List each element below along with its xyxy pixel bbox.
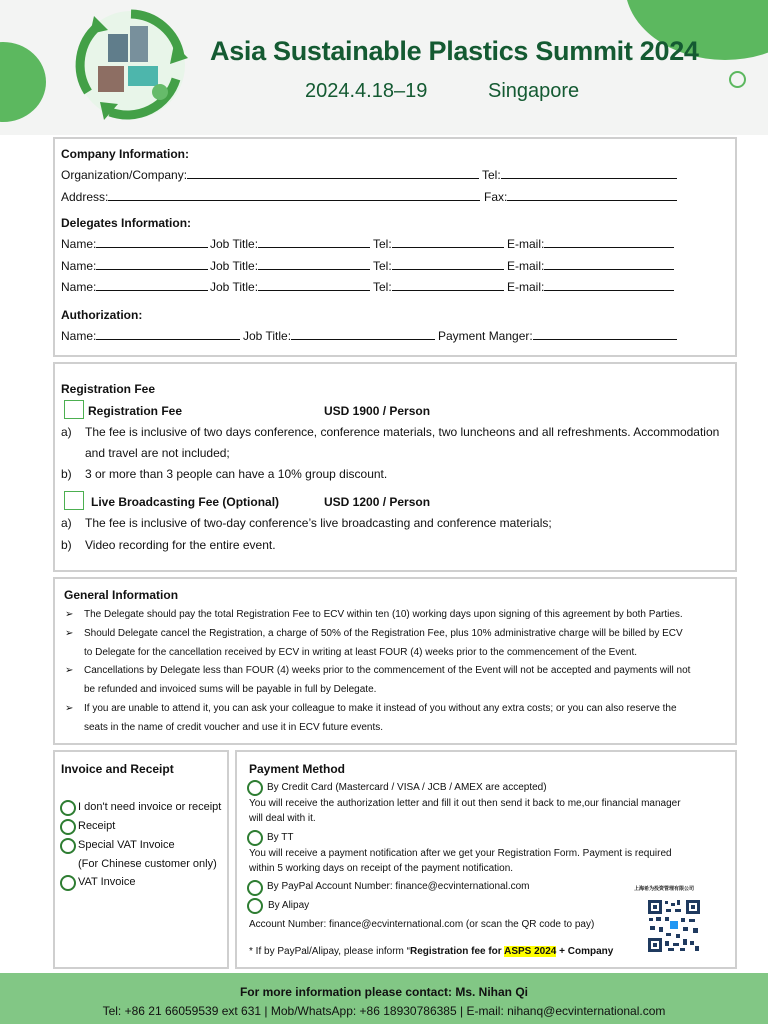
payment-note-bold: + Company [556, 946, 614, 957]
registration-fee-note-a: The fee is inclusive of two days conference, conference materials, two luncheons and all refreshments. Accommodation [85, 425, 720, 439]
receipt-radio[interactable] [60, 819, 76, 835]
payment-note-bold: Registration fee for [410, 946, 505, 957]
payment-note-text: * If by PayPal/Alipay, please inform “ [249, 946, 410, 957]
invoice-none-label: I don't need invoice or receipt [78, 801, 222, 813]
address-label: Address: [61, 190, 109, 204]
event-city: Singapore [488, 80, 580, 102]
fax-label: Fax: [484, 190, 508, 204]
auth-job-field[interactable] [243, 329, 435, 343]
invoice-none-radio[interactable] [60, 800, 76, 816]
paypal-radio[interactable] [247, 880, 263, 896]
alipay-account: Account Number: finance@ecvinternational.com (or scan the QR code to pay) [249, 919, 595, 930]
delegate-tel-field[interactable] [373, 237, 504, 251]
registration-fee-price: USD 1900 / Person [324, 404, 431, 418]
registration-fee-note-b: 3 or more than 3 people can have a 10% group discount. [85, 467, 388, 481]
general-line: If you are unable to attend it, you can ask your colleague to make it instead of you without any extra costs; or you can also reserve the [84, 703, 677, 714]
receipt-label: Receipt [78, 820, 116, 832]
event-date: 2024.4.18–19 [305, 80, 428, 102]
qr-caption: 上海希为投资管理有限公司 [634, 886, 695, 892]
general-line: to Delegate for the cancellation received by ECV in writing at least FOUR (4) weeks prior to the commencement of the Event. [84, 647, 638, 658]
auth-payment-field[interactable] [438, 329, 677, 343]
footer-contact: For more information please contact: Ms. Nihan Qi [239, 985, 529, 999]
job-label: Job Title: [210, 280, 259, 294]
org-label: Organization/Company: [61, 168, 188, 182]
delegate-name-field[interactable] [61, 237, 208, 251]
tt-radio[interactable] [247, 830, 263, 846]
recycling-logo-icon [70, 4, 192, 126]
registration-fee-checkbox[interactable] [64, 400, 84, 419]
tel-field[interactable] [482, 168, 677, 182]
special-vat-label: Special VAT Invoice [78, 839, 175, 851]
delegates-heading: Delegates Information: [61, 216, 192, 230]
delegate-job-field[interactable] [210, 280, 370, 294]
live-broadcast-note-b: Video recording for the entire event. [85, 538, 276, 552]
footer-details: Tel: +86 21 66059539 ext 631 | Mob/WhatsApp: +86 18930786385 | E-mail: nihanq@ecvinternational.com [102, 1004, 666, 1018]
credit-card-radio[interactable] [247, 780, 263, 796]
fax-field[interactable] [484, 190, 677, 204]
list-marker: b) [61, 467, 72, 481]
live-broadcast-checkbox[interactable] [64, 491, 84, 510]
list-marker: a) [61, 425, 72, 439]
fee-heading: Registration Fee [61, 382, 156, 396]
tt-desc-cont: within 5 working days on receipt of the payment notification. [249, 863, 514, 874]
alipay-label: By Alipay [268, 900, 310, 911]
authorization-heading: Authorization: [61, 308, 143, 322]
email-label: E-mail: [507, 259, 545, 273]
delegate-email-field[interactable] [507, 237, 674, 251]
name-label: Name: [61, 329, 97, 343]
live-broadcast-label: Live Broadcasting Fee (Optional) [91, 495, 280, 509]
payment-heading: Payment Method [249, 762, 346, 776]
job-label: Job Title: [210, 259, 259, 273]
list-marker: b) [61, 538, 72, 552]
general-line: seats in the name of credit voucher and use it in ECV future events. [84, 722, 384, 733]
general-heading: General Information [64, 588, 179, 602]
delegate-tel-field[interactable] [373, 280, 504, 294]
special-vat-radio[interactable] [60, 838, 76, 854]
name-label: Name: [61, 280, 97, 294]
credit-card-desc-cont: will deal with it. [249, 813, 316, 824]
paypal-label: By PayPal Account Number: finance@ecvinternational.com [267, 881, 530, 892]
event-code-highlight: ASPS 2024 [504, 946, 557, 957]
bullet-arrow-icon: ➢ [65, 609, 74, 620]
list-marker: a) [61, 516, 72, 530]
bullet-arrow-icon: ➢ [65, 703, 74, 714]
registration-fee-label: Registration Fee [88, 404, 183, 418]
payment-manager-label: Payment Manger: [438, 329, 533, 343]
tel-label: Tel: [373, 259, 392, 273]
bullet-arrow-icon: ➢ [65, 628, 74, 639]
delegate-tel-field[interactable] [373, 259, 504, 273]
registration-fee-note-a-cont: and travel are not included; [85, 446, 230, 460]
decorative-ring [729, 71, 746, 88]
address-field[interactable] [61, 190, 480, 204]
delegate-name-field[interactable] [61, 280, 208, 294]
auth-name-field[interactable] [61, 329, 240, 343]
general-line: The Delegate should pay the total Registration Fee to ECV within ten (10) working days upon signing of this agreement by both Parties. [84, 609, 683, 620]
credit-card-desc: You will receive the authorization letter and fill it out then send it back to me,our financial manager [249, 798, 681, 809]
general-line: be refunded and invoiced sums will be payable in full by Delegate. [84, 684, 377, 695]
live-broadcast-price: USD 1200 / Person [324, 495, 431, 509]
page-title: Asia Sustainable Plastics Summit 2024 [210, 36, 699, 66]
name-label: Name: [61, 237, 97, 251]
email-label: E-mail: [507, 237, 545, 251]
tel-label: Tel: [482, 168, 501, 182]
delegate-name-field[interactable] [61, 259, 208, 273]
invoice-heading: Invoice and Receipt [61, 762, 174, 776]
vat-invoice-label: VAT Invoice [78, 876, 136, 888]
vat-invoice-radio[interactable] [60, 875, 76, 891]
delegate-job-field[interactable] [210, 259, 370, 273]
payment-note [249, 946, 613, 957]
general-info-section [53, 577, 737, 745]
job-label: Job Title: [210, 237, 259, 251]
delegate-email-field[interactable] [507, 259, 674, 273]
tt-label: By TT [267, 832, 294, 843]
email-label: E-mail: [507, 280, 545, 294]
special-vat-note: (For Chinese customer only) [78, 858, 217, 870]
qr-code-icon [647, 899, 701, 953]
org-field[interactable] [61, 168, 479, 182]
general-line: Cancellations by Delegate less than FOUR (4) weeks prior to the commencement of the Event will not be accepted and payments will not [84, 665, 691, 676]
live-broadcast-note-a: The fee is inclusive of two-day conference’s live broadcasting and conference materials; [85, 516, 552, 530]
name-label: Name: [61, 259, 97, 273]
delegate-email-field[interactable] [507, 280, 674, 294]
tel-label: Tel: [373, 280, 392, 294]
alipay-radio[interactable] [247, 898, 263, 914]
job-label: Job Title: [243, 329, 292, 343]
bullet-arrow-icon: ➢ [65, 665, 74, 676]
tt-desc: You will receive a payment notification after we get your Registration Form. Payment is required [249, 848, 672, 859]
delegate-job-field[interactable] [210, 237, 370, 251]
general-line: Should Delegate cancel the Registration, a charge of 50% of the Registration Fee, plus 10% administrative charge will be billed by ECV [84, 628, 683, 639]
tel-label: Tel: [373, 237, 392, 251]
company-heading: Company Information: [61, 147, 189, 161]
credit-card-label: By Credit Card (Mastercard / VISA / JCB / AMEX are accepted) [267, 782, 547, 793]
